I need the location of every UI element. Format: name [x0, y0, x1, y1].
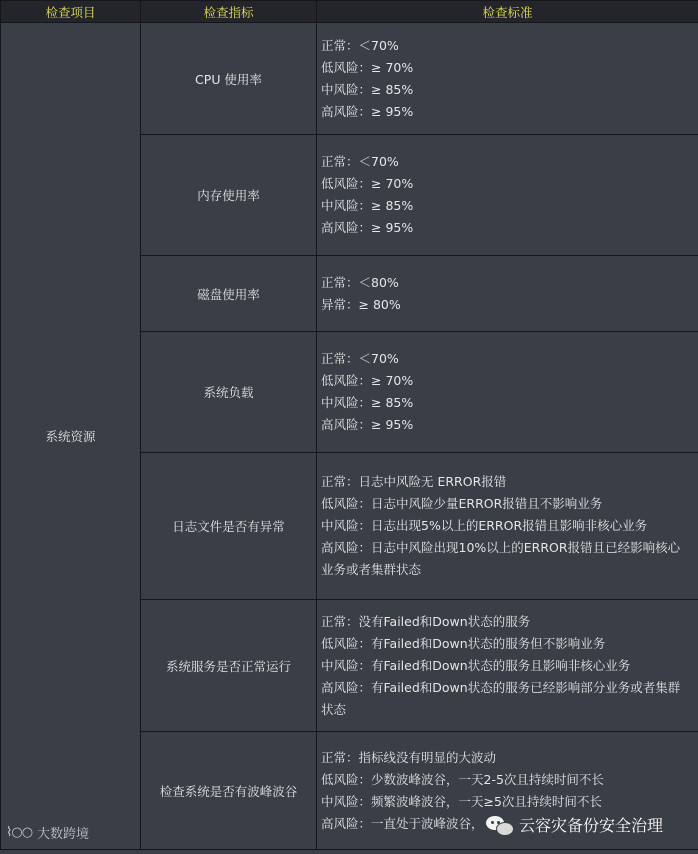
criteria-line: 低风险：少数波峰波谷，一天2-5次且持续时间不长	[321, 771, 604, 787]
criteria-line: 低风险：有Failed和Down状态的服务但不影响业务	[321, 635, 606, 651]
criteria-cell	[317, 332, 698, 453]
criteria-line: 中风险：日志出现5%以上的ERROR报错且影响非核心业务	[321, 518, 648, 533]
watermark-left	[6, 823, 89, 842]
metric-cell: 系统服务是否正常运行	[141, 600, 317, 732]
criteria-line: 正常：日志中风险无 ERROR报错	[321, 474, 507, 489]
metric-cell: CPU 使用率	[141, 23, 317, 135]
category-cell: 系统资源	[1, 23, 141, 850]
header-check-standard: 检查标准	[317, 1, 698, 23]
criteria-line: 低风险：≥ 70%	[321, 373, 414, 388]
criteria-line: 低风险：≥ 70%	[321, 176, 414, 191]
criteria-line: 正常：＜70%	[321, 154, 399, 169]
criteria-line: 正常：＜70%	[321, 351, 399, 366]
criteria-line: 状态	[321, 701, 347, 717]
criteria-line: 高风险：≥ 95%	[321, 417, 414, 432]
header-check-item: 检查项目	[1, 1, 141, 23]
criteria-line: 低风险：≥ 70%	[321, 59, 414, 75]
criteria-line: 中风险：≥ 85%	[321, 198, 414, 213]
table-row	[1, 23, 698, 135]
criteria-line: 正常：＜80%	[321, 274, 399, 290]
criteria-line: 高风险：≥ 95%	[321, 220, 414, 235]
criteria-cell	[317, 256, 698, 332]
metric-cell: 磁盘使用率	[141, 256, 317, 332]
watermark-right	[486, 813, 663, 836]
criteria-line: 业务或者集群状态	[321, 562, 422, 577]
brand-logo-icon: ⌇○○	[6, 825, 33, 840]
criteria-line: 中风险：频繁波峰波谷，一天≥5次且持续时间不长	[321, 793, 602, 809]
criteria-line: 正常：＜70%	[321, 37, 399, 53]
criteria-line: 正常：指标线没有明显的大波动	[321, 749, 497, 765]
header-row	[1, 1, 698, 23]
criteria-line: 异常：≥ 80%	[321, 296, 401, 312]
criteria-line: 高风险：一直处于波峰波谷，	[321, 815, 484, 831]
criteria-line: 高风险：日志中风险出现10%以上的ERROR报错且已经影响核心	[321, 540, 681, 555]
metric-cell: 系统负载	[141, 332, 317, 453]
criteria-line: 正常：没有Failed和Down状态的服务	[321, 613, 531, 629]
criteria-line: 高风险：有Failed和Down状态的服务已经影响部分业务或者集群	[321, 679, 681, 695]
criteria-line: 中风险：有Failed和Down状态的服务且影响非核心业务	[321, 657, 631, 673]
criteria-cell	[317, 23, 698, 135]
metric-cell: 检查系统是否有波峰波谷	[141, 732, 317, 850]
criteria-line: 中风险：≥ 85%	[321, 81, 414, 97]
header-check-metric: 检查指标	[141, 1, 317, 23]
criteria-cell	[317, 600, 698, 732]
criteria-cell	[317, 135, 698, 256]
criteria-line: 中风险：≥ 85%	[321, 395, 414, 410]
watermark-right-text: 云容灾备份安全治理	[519, 816, 664, 835]
metric-cell: 内存使用率	[141, 135, 317, 256]
criteria-cell	[317, 453, 698, 600]
watermark-left-text: 大数跨境	[37, 827, 90, 842]
metric-cell: 日志文件是否有异常	[141, 453, 317, 600]
criteria-line: 低风险：日志中风险少量ERROR报错且不影响业务	[321, 496, 603, 511]
wechat-icon	[486, 814, 514, 836]
criteria-line: 高风险：≥ 95%	[321, 103, 414, 119]
